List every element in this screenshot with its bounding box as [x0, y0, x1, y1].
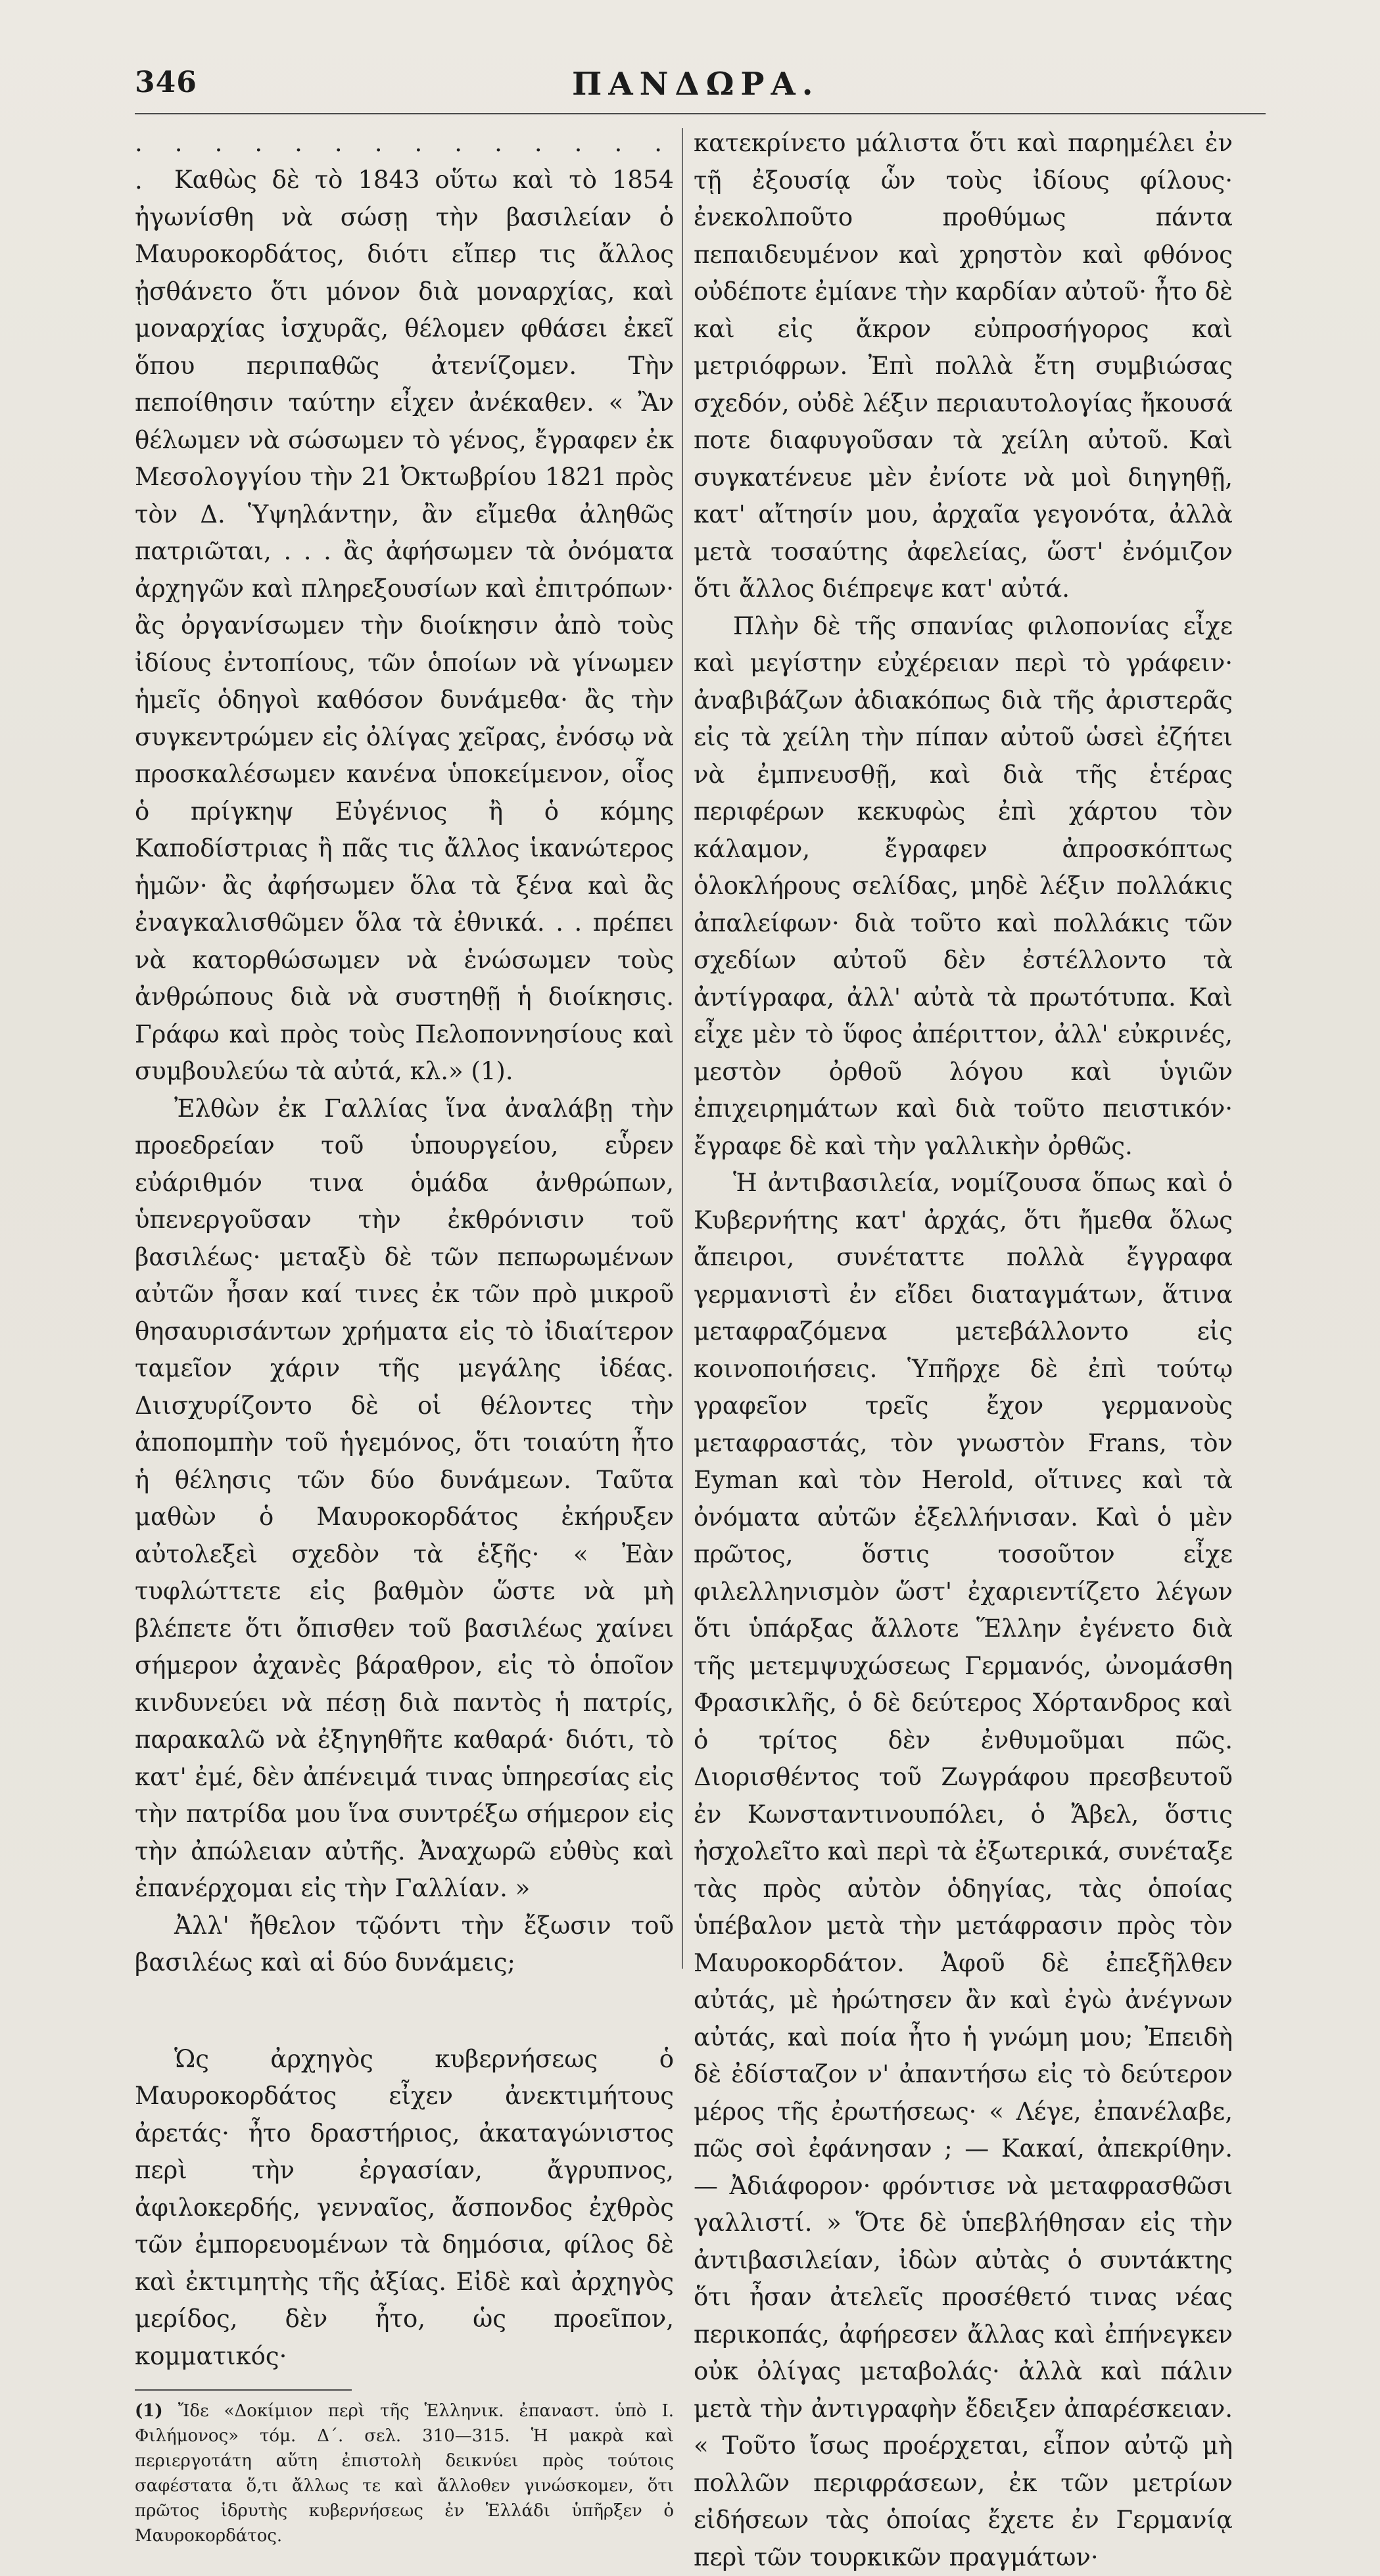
- paragraph: Ἡ ἀντιβασιλεία, νομίζουσα ὅπως καὶ ὁ Κυβερνήτης κατ' ἀρχάς, ὅτι ἤμεθα ὅλως ἄπειροι, συνέταττε πολλὰ ἔγγραφα γερμανιστὶ ἐν εἴδει διαταγμάτων, ἅτινα μεταφραζόμενα μετεβάλλοντο εἰς κοινοποιήσεις. Ὑπῆρχε δὲ ἐπὶ τούτῳ γραφεῖον τρεῖς ἔχον γερμανοὺς μεταφραστάς, τὸν γνωστὸν Frans, τὸν Eyman καὶ τὸν Herold, οἵτινες καὶ τὰ ὀνόματα αὐτῶν ἐξελλήνισαν. Καὶ ὁ μὲν πρῶτος, ὅστις τοσοῦτον εἶχε φιλελληνισμὸν ὥστ' ἐχαριεντίζετο λέγων ὅτι ὑπάρξας ἄλλοτε Ἕλλην ἐγένετο διὰ τῆς μετεμψυχώσεως Γερμανός, ὠνομάσθη Φρασικλῆς, ὁ δὲ δεύτερος Χόρτανδρος καὶ ὁ τρίτος δὲν ἐνθυμοῦμαι πῶς. Διορισθέντος τοῦ Ζωγράφου πρεσβευτοῦ ἐν Κωνσταντινουπόλει, ὁ Ἄβελ, ὅστις ἠσχολεῖτο καὶ περὶ τὰ ἐξωτερικά, συνέταξε τὰς πρὸς αὐτὸν ὁδηγίας, τὰς ὁποίας ὑπέβαλον μετὰ τὴν μετάφρασιν πρὸς τὸν Μαυροκορδάτον. Ἀφοῦ δὲ ἐπεξῆλθεν αὐτάς, μὲ ἠρώτησεν ἂν καὶ ἐγὼ ἀνέγνων αὐτάς, καὶ ποία ἦτο ἡ γνώμη μου; Ἐπειδὴ δὲ ἐδίσταζον ν' ἀπαντήσω εἰς τὸ δεύτερον μέρος τῆς ἐρωτήσεως· « Λέγε, ἐπανέλαβε, πῶς σοὶ ἐφάνησαν ; — Κακαί, ἀπεκρίθην. — Ἀδιάφορον· φρόντισε νὰ μεταφρασθῶσι γαλλιστί. » Ὅτε δὲ ὑπεβλήθησαν εἰς τὴν ἀντιβασιλείαν, ἰδὼν αὐτὰς ὁ συντάκτης ὅτι ἦσαν ἀτελεῖς προσέθετό τινας νέας περικοπάς, ἀφήρεσεν ἄλλας καὶ ἐπήνεγκεν οὐκ ὀλίγας μεταβολάς· ἀλλὰ καὶ πάλιν μετὰ τὴν ἀντιγραφὴν ἔδειξεν ἀπαρέσκειαν. « Τοῦτο ἴσως προέρχεται, εἶπον αὐτῷ μὴ πολλῶν περιφράσεων, ἐκ τῶν μετρίων εἰδήσεων τὰς ὁποίας ἔχετε ἐν Γερμανίᾳ περὶ τῶν τουρκικῶν πραγμάτων·: [694, 1169, 1233, 2571]
- footnote-text: Ἴδε «Δοκίμιον περὶ τῆς Ἑλληνικ. ἐπαναστ. ὑπὸ Ι. Φιλήμονος» τόμ. Δ΄. σελ. 310—315. Ἡ μακρὰ καὶ περιεργοτάτη αὕτη ἐπιστολὴ δεικνύει πρὸς τούτοις σαφέστατα ὅ,τι ἄλλως τε καὶ ἄλλοθεν γινώσκομεν, ὅτι πρῶτος ἱδρυτὴς κυβερνήσεως ἐν Ἑλλάδι ὑπῆρξεν ὁ Μαυροκορδάτος.: [135, 2401, 675, 2546]
- section-gap: [135, 1982, 674, 2041]
- footnote: [135, 2399, 674, 2548]
- page-number: 346: [135, 66, 197, 99]
- column-divider: [682, 128, 683, 1969]
- paragraph: κατεκρίνετο μάλιστα ὅτι καὶ παρημέλει ἐν τῇ ἐξουσίᾳ ὧν τοὺς ἰδίους φίλους· ἐνεκολποῦτο προθύμως πάντα πεπαιδευμένον καὶ χρηστὸν καὶ φθόνος οὐδέποτε ἐμίανε τὴν καρδίαν αὐτοῦ· ἦτο δὲ καὶ εἰς ἄκρον εὐπροσήγορος καὶ μετριόφρων. Ἐπὶ πολλὰ ἔτη συμβιώσας σχεδόν, οὐδὲ λέξιν περιαυτολογίας ἤκουσά ποτε διαφυγοῦσαν τὰ χείλη αὐτοῦ. Καὶ συγκατένευε μὲν ἐνίοτε νὰ μοὶ διηγηθῇ, κατ' αἴτησίν μου, ἀρχαῖα γεγονότα, ἀλλὰ μετὰ τοσαύτης ἀφελείας, ὥστ' ἐνόμιζον ὅτι ἄλλος διέπρεψε κατ' αὐτά.: [694, 129, 1233, 603]
- header-rule: [135, 113, 1266, 114]
- paragraph: Πλὴν δὲ τῆς σπανίας φιλοπονίας εἶχε καὶ μεγίστην εὐχέρειαν περὶ τὸ γράφειν· ἀναβιβάζων ἀδιακόπως διὰ τῆς ἀριστερᾶς εἰς τὰ χείλη τὴν πίπαν αὐτοῦ ὡσεὶ ἐζήτει νὰ ἐμπνευσθῇ, καὶ διὰ τῆς ἑτέρας περιφέρων κεκυφὼς ἐπὶ χάρτου τὸν κάλαμον, ἔγραφεν ἀπροσκόπτως ὁλοκλήρους σελίδας, μηδὲ λέξιν πολλάκις ἀπαλείφων· διὰ τοῦτο καὶ πολλάκις τῶν σχεδίων αὐτοῦ δὲν ἐστέλλοντο τὰ ἀντίγραφα, ἀλλ' αὐτὰ τὰ πρωτότυπα. Καὶ εἶχε μὲν τὸ ὕφος ἀπέριττον, ἀλλ' εὐκρινές, μεστὸν ὀρθοῦ λόγου καὶ ὑγιῶν ἐπιχειρημάτων καὶ διὰ τοῦτο πειστικόν· ἔγραφε δὲ καὶ τὴν γαλλικὴν ὀρθῶς.: [694, 611, 1233, 1160]
- left-column: [135, 125, 674, 2548]
- footnote-rule: [135, 2389, 352, 2391]
- page-header: [0, 66, 1380, 118]
- paragraph: Καθὼς δὲ τὸ 1843 οὕτω καὶ τὸ 1854 ἠγωνίσθη νὰ σώσῃ τὴν βασιλείαν ὁ Μαυροκορδάτος, διότι εἴπερ τις ἄλλος ᾐσθάνετο ὅτι μόνον διὰ μοναρχίας, καὶ μοναρχίας ἰσχυρᾶς, θέλομεν φθάσει ἐκεῖ ὅπου περιπαθῶς ἀτενίζομεν. Τὴν πεποίθησιν ταύτην εἶχεν ἀνέκαθεν. « Ἂν θέλωμεν νὰ σώσωμεν τὸ γένος, ἔγραφεν ἐκ Μεσολογγίου τὴν 21 Ὀκτωβρίου 1821 πρὸς τὸν Δ. Ὑψηλάντην, ἂν εἴμεθα ἀληθῶς πατριῶται, . . . ἂς ἀφήσωμεν τὰ ὀνόματα ἀρχηγῶν καὶ πληρεξουσίων καὶ ἐπιτρόπων· ἂς ὀργανίσωμεν τὴν διοίκησιν ἀπὸ τοὺς ἰδίους ἐντοπίους, τῶν ὁποίων νὰ γίνωμεν ἡμεῖς ὁδηγοὶ καθόσον δυνάμεθα· ἂς τὴν συγκεντρώμεν εἰς ὀλίγας χεῖρας, ἐνόσῳ νὰ προσκαλέσωμεν κανένα ὑποκείμενον, οἷος ὁ πρίγκηψ Εὐγένιος ἢ ὁ κόμης Καποδίστριας ἢ πᾶς τις ἄλλος ἱκανώτερος ἡμῶν· ἂς ἀφήσωμεν ὅλα τὰ ξένα καὶ ἂς ἐναγκαλισθῶμεν ὅλα τὰ ἐθνικά. . . πρέπει νὰ κατορθώσωμεν νὰ ἑνώσωμεν τοὺς ἀνθρώπους διὰ νὰ συστηθῇ ἡ διοίκησις. Γράφω καὶ πρὸς τοὺς Πελοποννησίους καὶ συμβουλεύω τὰ αὐτά, κλ.» (1).: [135, 166, 674, 1085]
- footnote-marker: (1): [135, 2401, 163, 2421]
- running-title: ΠΑΝΔΩΡΑ.: [572, 66, 820, 103]
- right-column: [694, 125, 1233, 2576]
- ellipsis-line: . . . . . . . . . . . . . . .: [135, 129, 674, 195]
- paragraph: Ὡς ἀρχηγὸς κυβερνήσεως ὁ Μαυροκορδάτος εἶχεν ἀνεκτιμήτους ἀρετάς· ἦτο δραστήριος, ἀκαταγώνιστος περὶ τὴν ἐργασίαν, ἄγρυπνος, ἀφιλοκερδής, γενναῖος, ἄσπονδος ἐχθρὸς τῶν ἐμπορευομένων τὰ δημόσια, φίλος δὲ καὶ ἐκτιμητὴς τῆς ἀξίας. Εἰδὲ καὶ ἀρχηγὸς μερίδος, δὲν ἦτο, ὡς προεῖπον, κομματικός·: [135, 2044, 674, 2370]
- paragraph: Ἐλθὼν ἐκ Γαλλίας ἵνα ἀναλάβῃ τὴν προεδρείαν τοῦ ὑπουργείου, εὗρεν εὐάριθμόν τινα ὁμάδα ἀνθρώπων, ὑπενεργοῦσαν τὴν ἐκθρόνισιν τοῦ βασιλέως· μεταξὺ δὲ τῶν πεπωρωμένων αὐτῶν ἦσαν καί τινες ἐκ τῶν πρὸ μικροῦ θησαυρισάντων χρήματα εἰς τὸ ἰδιαίτερον ταμεῖον χάριν τῆς μεγάλης ἰδέας. Διισχυρίζοντο δὲ οἱ θέλοντες τὴν ἀποπομπὴν τοῦ ἡγεμόνος, ὅτι τοιαύτη ἦτο ἡ θέλησις τῶν δύο δυνάμεων. Ταῦτα μαθὼν ὁ Μαυροκορδάτος ἐκήρυξεν αὐτολεξεὶ σχεδὸν τὰ ἑξῆς· « Ἐὰν τυφλώττετε εἰς βαθμὸν ὥστε νὰ μὴ βλέπετε ὅτι ὄπισθεν τοῦ βασιλέως χαίνει σήμερον ἀχανὲς βάραθρον, εἰς τὸ ὁποῖον κινδυνεύει νὰ πέσῃ διὰ παντὸς ἡ πατρίς, παρακαλῶ νὰ ἐξηγηθῆτε καθαρά· διότι, τὸ κατ' ἐμέ, δὲν ἀπένειμά τινας ὑπηρεσίας εἰς τὴν πατρίδα μου ἵνα συντρέξω σήμερον εἰς τὴν ἀπώλειαν αὐτῆς. Ἀναχωρῶ εὐθὺς καὶ ἐπανέρχομαι εἰς τὴν Γαλλίαν. »: [135, 1094, 674, 1902]
- paragraph: Ἀλλ' ἤθελον τῷόντι τὴν ἔξωσιν τοῦ βασιλέως καὶ αἱ δύο δυνάμεις;: [135, 1911, 674, 1977]
